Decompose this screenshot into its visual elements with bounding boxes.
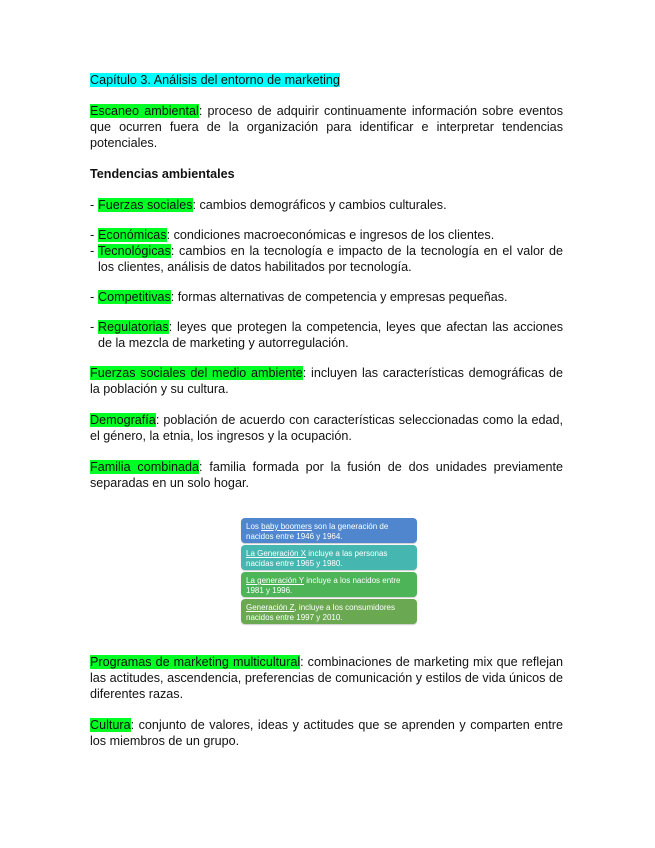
section-heading: Tendencias ambientales — [90, 167, 235, 181]
bullet-item: - Tecnológicas: cambios en la tecnología e impacto de la tecnología en el valor de los clientes, análisis de datos habilitados por tecnología. — [90, 244, 563, 274]
term: Competitivas — [98, 290, 171, 304]
term: Tecnológicas — [98, 244, 171, 258]
term: Escaneo ambiental — [90, 104, 199, 118]
generation-box-y: La generación Y incluye a los nacidos entre 1981 y 1996. — [241, 572, 417, 597]
term: Programas de marketing multicultural — [90, 655, 301, 669]
bullet-item: - Fuerzas sociales: cambios demográficos y cambios culturales. — [90, 198, 447, 212]
definition-multicultural: Programas de marketing multicultural: combinaciones de marketing mix que reflejan las actitudes, ascendencia, preferencias de comunicación y estilos de vida únicos de diferentes razas. — [90, 655, 564, 701]
term: Económicas — [98, 228, 167, 242]
definition-demografia: Demografía: población de acuerdo con características seleccionadas como la edad, el género, la etnia, los ingresos y la ocupación. — [90, 413, 563, 443]
term: Fuerzas sociales del medio ambiente — [90, 366, 303, 380]
definition-escaneo — [90, 103, 563, 151]
term: Fuerzas sociales — [98, 198, 193, 212]
term: Demografía — [90, 413, 156, 427]
document-page-lower — [90, 654, 563, 764]
definition-text: : proceso de adquirir continuamente información sobre eventos que ocurren fuera de la organización para identificar e interpretar tendencias potenciales. — [90, 104, 563, 150]
chapter-title: Capítulo 3. Análisis del entorno de marketing — [90, 73, 340, 87]
term: Familia combinada — [90, 460, 200, 474]
link-text: La generación Y — [246, 576, 304, 585]
generations-diagram — [241, 518, 417, 626]
definition-fuerzas-sociales: Fuerzas sociales del medio ambiente: incluyen las características demográficas de la población y su cultura. — [90, 366, 563, 396]
term: Cultura — [90, 718, 131, 732]
link-text: baby boomers — [261, 522, 312, 531]
generation-box-boomers: Los baby boomers son la generación de nacidos entre 1946 y 1964. — [241, 518, 417, 543]
bullet-item: - Regulatorias: leyes que protegen la competencia, leyes que afectan las acciones de la mezcla de marketing y autorregulación. — [90, 320, 563, 350]
definition-familia: Familia combinada: familia formada por la fusión de dos unidades previamente separadas en un solo hogar. — [90, 460, 563, 490]
bullet-item: - Económicas: condiciones macroeconómicas e ingresos de los clientes. — [90, 228, 495, 242]
link-text: Generación Z — [246, 603, 295, 612]
term: Regulatorias — [98, 320, 169, 334]
document-page — [90, 72, 563, 506]
bullet-item: - Competitivas: formas alternativas de competencia y empresas pequeñas. — [90, 290, 508, 304]
generation-box-z: Generación Z, incluye a los consumidores nacidos entre 1997 y 2010. — [241, 599, 417, 624]
generation-box-x: La Generación X incluye a las personas nacidas entre 1965 y 1980. — [241, 545, 417, 570]
definition-cultura: Cultura: conjunto de valores, ideas y actitudes que se aprenden y comparten entre los miembros de un grupo. — [90, 718, 563, 748]
link-text: La Generación X — [246, 549, 307, 558]
